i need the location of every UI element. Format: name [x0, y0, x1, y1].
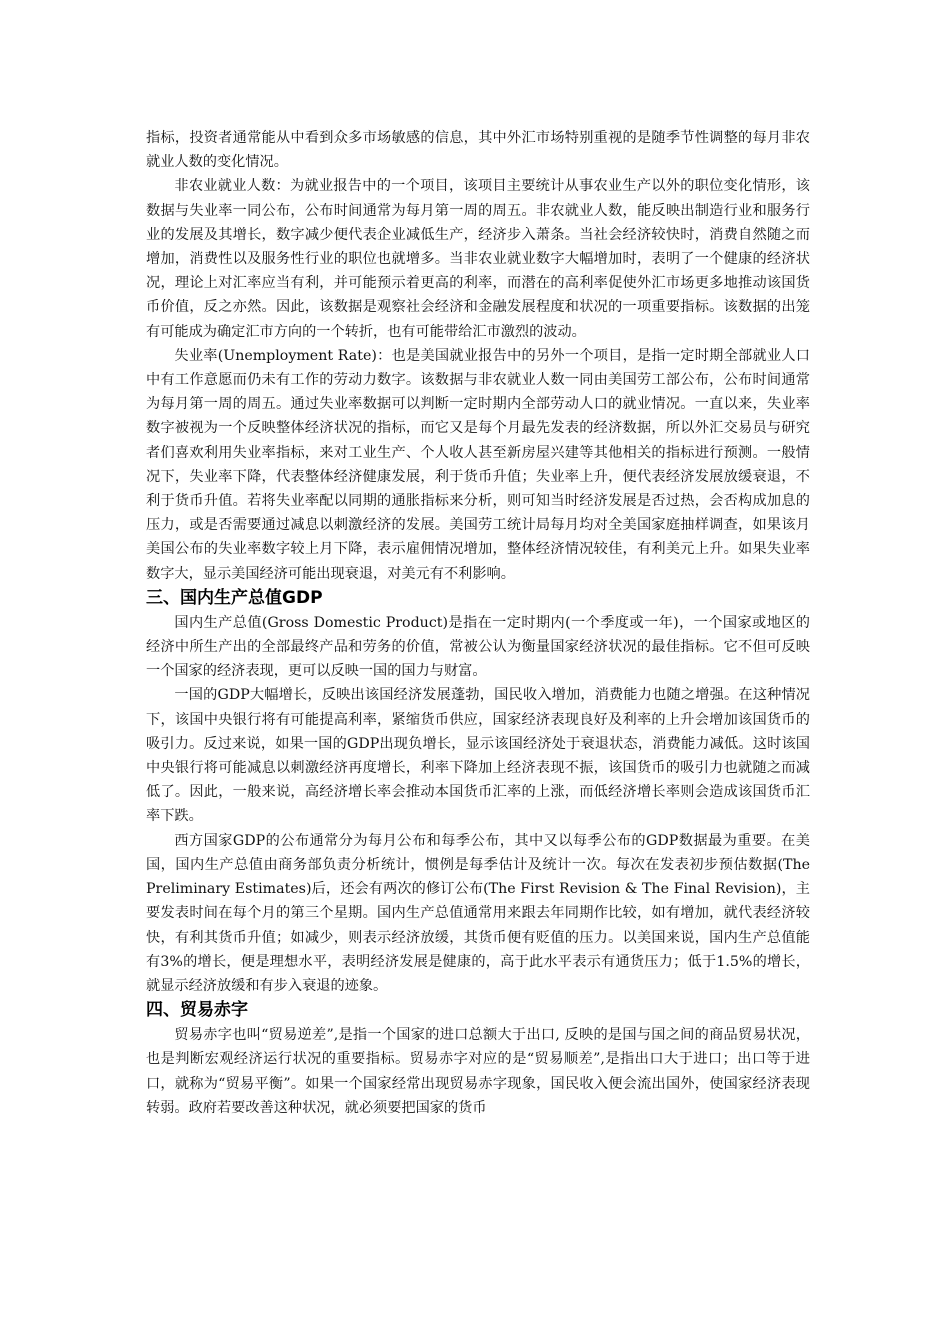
- document-page: [146, 126, 810, 1120]
- paragraph-nonfarm-payrolls: 非农业就业人数：为就业报告中的一个项目，该项目主要统计从事农业生产以外的职位变化情形，该数据与失业率一同公布，公布时间通常为每月第一周的周五。非农就业人数，能反映出制造行业和服务行业的发展及其增长，数字减少便代表企业减低生产，经济步入萧条。当社会经济较快时，消费自然随之而增加，消费性以及服务性行业的职位也就增多。当非农业就业数字大幅增加时，表明了一个健康的经济状况，理论上对汇率应当有利，并可能预示着更高的利率，而潜在的高利率促使外汇市场更多地推动该国货币价值，反之亦然。因此，该数据是观察社会经济和金融发展程度和状况的一项重要指标。该数据的出笼有可能成为确定汇市方向的一个转折，也有可能带给汇市激烈的波动。: [146, 178, 810, 340]
- paragraph-unemployment-rate: 失业率(Unemployment Rate)：也是美国就业报告中的另外一个项目，是指一定时期全部就业人口中有工作意愿而仍未有工作的劳动力数字。该数据与非农就业人数一同由美国劳工部公布，公布时间通常为每月第一周的周五。通过失业率数据可以判断一定时期内全部劳动人口的就业情况。一直以来，失业率数字被视为一个反映整体经济状况的指标，而它又是每个月最先发表的经济数据，所以外汇交易员与研究者们喜欢利用失业率指标，来对工业生产、个人收人甚至新房屋兴建等其他相关的指标进行预测。一般情况下，失业率下降，代表整体经济健康发展，利于货币升值；失业率上升，便代表经济发展放缓衰退，不利于货币升值。若将失业率配以同期的通胀指标来分析，则可知当时经济发展是否过热，会否构成加息的压力，或是否需要通过减息以刺激经济的发展。美国劳工统计局每月均对全美国家庭抽样调查，如果该月美国公布的失业率数字较上月下降，表示雇佣情况增加，整体经济情况较佳，有利美元上升。如果失业率数字大，显示美国经济可能出现衰退，对美元有不利影响。: [146, 347, 810, 582]
- paragraph-trade-deficit: 贸易赤字也叫“贸易逆差”,是指一个国家的进口总额大于出口, 反映的是国与国之间的商品贸易状况，也是判断宏观经济运行状况的重要指标。贸易赤字对应的是“贸易顺差”,是指出口大于进口；出口等于进口，就称为“贸易平衡”。如果一个国家经常出现贸易赤字现象，国民收入便会流出国外，使国家经济表现转弱。政府若要改善这种状况，就必须要把国家的货币: [146, 1027, 810, 1116]
- paragraph-nfp-intro: 指标，投资者通常能从中看到众多市场敏感的信息，其中外汇市场特别重视的是随季节性调整的每月非农就业人数的变化情况。: [146, 130, 810, 171]
- section-heading-gdp: 三、国内生产总值GDP: [146, 587, 323, 608]
- paragraph-gdp-definition: 国内生产总值(Gross Domestic Product)是指在一定时期内(一个季度或一年)，一个国家或地区的经济中所生产出的全部最终产品和劳务的价值，常被公认为衡量国家经济状况的最佳指标。它不但可反映一个国家的经济表现，更可以反映一国的国力与财富。: [146, 614, 810, 680]
- section-heading-trade-deficit: 四、贸易赤字: [146, 1000, 248, 1021]
- paragraph-gdp-growth: 一国的GDP大幅增长，反映出该国经济发展蓬勃，国民收入增加，消费能力也随之增强。在这种情况下，该国中央银行将有可能提高利率，紧缩货币供应，国家经济表现良好及利率的上升会增加该国货币的吸引力。反过来说，如果一国的GDP出现负增长，显示该国经济处于衰退状态，消费能力减低。这时该国中央银行将可能减息以刺激经济再度增长，利率下降加上经济表现不振，该国货币的吸引力也就随之而减低了。因此，一般来说，高经济增长率会推动本国货币汇率的上涨，而低经济增长率则会造成该国货币汇率下跌。: [146, 687, 810, 825]
- paragraph-gdp-release: 西方国家GDP的公布通常分为每月公布和每季公布，其中又以每季公布的GDP数据最为重要。在美国，国内生产总值由商务部负责分析统计，惯例是每季估计及统计一次。每次在发表初步预估数据(The Preliminary Estimates)后，还会有两次的修订公布(The First Revision & The Final Revision)，主要发表时间在每个月的第三个星期。国内生产总值通常用来跟去年同期作比较，如有增加，就代表经济较快，有利其货币升值；如减少，则表示经济放缓，其货币便有贬值的压力。以美国来说，国内生产总值能有3%的增长，便是理想水平，表明经济发展是健康的，高于此水平表示有通货压力；低于1.5%的增长，就显示经济放缓和有步入衰退的迹象。: [146, 832, 810, 994]
